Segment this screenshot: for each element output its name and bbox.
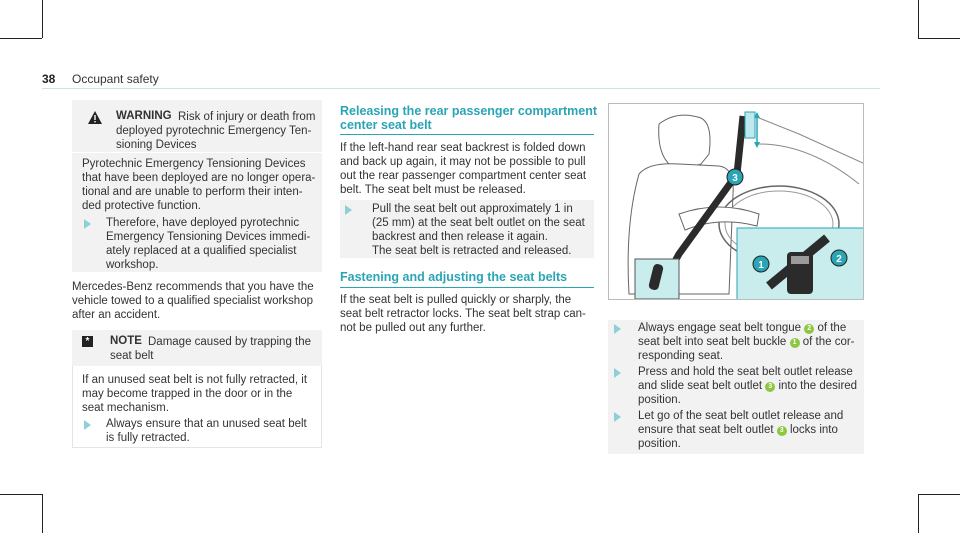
header-divider: [42, 88, 880, 89]
step-arrow-icon: [614, 324, 621, 334]
crop-mark: [918, 0, 919, 38]
note-title: NOTE: [110, 335, 142, 347]
step-arrow-icon: [84, 219, 91, 229]
step-text: (25 mm) at the seat belt outlet on the seat: [372, 217, 585, 229]
callout-badge: 1: [790, 338, 800, 348]
crop-mark: [918, 38, 960, 39]
crop-mark: [0, 494, 42, 495]
step-arrow-icon: [345, 205, 352, 215]
step-text: position.: [638, 438, 681, 450]
warning-text: ded protective function.: [82, 200, 201, 212]
warning-title: WARNING: [116, 110, 172, 122]
step-text: responding seat.: [638, 350, 724, 362]
step-text-part: locks into: [789, 424, 838, 436]
warning-step: workshop.: [106, 259, 159, 271]
note-step: Always ensure that an unused seat belt: [106, 418, 307, 430]
page-title: Occupant safety: [72, 72, 159, 86]
note-lead: Damage caused by trapping the: [148, 336, 312, 348]
step-text: Pull the seat belt out approximately 1 in: [372, 203, 573, 215]
step-text-part: seat belt into seat belt buckle: [638, 336, 787, 348]
warning-text: that have been deployed are no longer opera-: [82, 172, 316, 184]
callout-badge: 2: [804, 324, 814, 334]
step-text-part: of the cor-: [802, 336, 855, 348]
section-underline: [340, 134, 594, 135]
callout-badge: 3: [765, 382, 775, 392]
step-text: backrest and then release it again.: [372, 231, 548, 243]
step-text: [638, 423, 838, 437]
section-title: center seat belt: [340, 118, 432, 132]
seat-belt-illustration: [608, 103, 864, 300]
section-text: and back up again, it may not be possible to pull: [340, 156, 586, 168]
page-number: 38: [42, 72, 56, 86]
note-lead: seat belt: [110, 350, 154, 362]
crop-mark: [42, 0, 43, 38]
paragraph-line: vehicle towed to a qualified specialist workshop: [72, 295, 313, 307]
warning-step: Emergency Tensioning Devices immedi-: [106, 231, 311, 243]
step-arrow-icon: [84, 420, 91, 430]
warning-lead: deployed pyrotechnic Emergency Ten-: [116, 125, 312, 137]
crop-mark: [42, 494, 43, 533]
step-text-part: of the: [817, 322, 847, 334]
warning-text: tional and are unable to perform their inten-: [82, 186, 303, 198]
crop-mark: [918, 494, 960, 495]
step-arrow-icon: [614, 412, 621, 422]
section-text: If the left-hand rear seat backrest is folded down: [340, 142, 586, 154]
seat-belt-drawing: [609, 104, 864, 300]
step-text: Press and hold the seat belt outlet release: [638, 366, 853, 378]
callout-badge: 3: [777, 426, 787, 436]
section-text: belt. The seat belt must be released.: [340, 184, 526, 196]
section-text: If the seat belt is pulled quickly or sharply, the: [340, 294, 572, 306]
step-text-part: ensure that seat belt outlet: [638, 424, 774, 436]
section-title: Releasing the rear passenger compartment: [340, 104, 598, 118]
warning-step: Therefore, have deployed pyrotechnic: [106, 217, 300, 229]
warning-lead: sioning Devices: [116, 139, 197, 151]
callout-3: 3: [732, 173, 738, 184]
callout-2: 2: [836, 254, 842, 265]
section-text: not be pulled out any further.: [340, 322, 486, 334]
note-text: If an unused seat belt is not fully retracted, it: [82, 374, 308, 386]
note-text: seat mechanism.: [82, 402, 169, 414]
crop-mark: [918, 494, 919, 533]
paragraph-line: Mercedes-Benz recommends that you have the: [72, 281, 314, 293]
section-underline: [340, 287, 594, 288]
section-text: seat belt retractor locks. The seat belt strap can-: [340, 308, 586, 320]
callout-1: 1: [758, 260, 764, 271]
note-header: [72, 330, 322, 366]
step-text-part: and slide seat belt outlet: [638, 380, 763, 392]
section-title: Fastening and adjusting the seat belts: [340, 270, 568, 284]
step-text: The seat belt is retracted and released.: [372, 245, 572, 257]
step-text: Let go of the seat belt outlet release and: [638, 410, 844, 422]
note-icon: *: [82, 336, 93, 347]
note-text: may become trapped in the door or in the: [82, 388, 293, 400]
warning-header: [82, 108, 316, 154]
warning-text: Pyrotechnic Emergency Tensioning Devices: [82, 158, 306, 170]
warning-step: ately replaced at a qualified specialist: [106, 245, 297, 257]
paragraph-line: after an accident.: [72, 309, 161, 321]
step-arrow-icon: [614, 368, 621, 378]
step-text-part: into the desired: [778, 380, 858, 392]
warning-lead: Risk of injury or death from: [178, 111, 316, 123]
step-text-part: Always engage seat belt tongue: [638, 322, 802, 334]
step-text: position.: [638, 394, 681, 406]
step-text: [638, 335, 855, 349]
note-step: is fully retracted.: [106, 432, 190, 444]
step-text: [638, 321, 846, 335]
step-text: [638, 379, 857, 393]
warning-icon: [88, 111, 102, 124]
section-text: out the rear passenger compartment center seat: [340, 170, 587, 182]
crop-mark: [0, 38, 42, 39]
